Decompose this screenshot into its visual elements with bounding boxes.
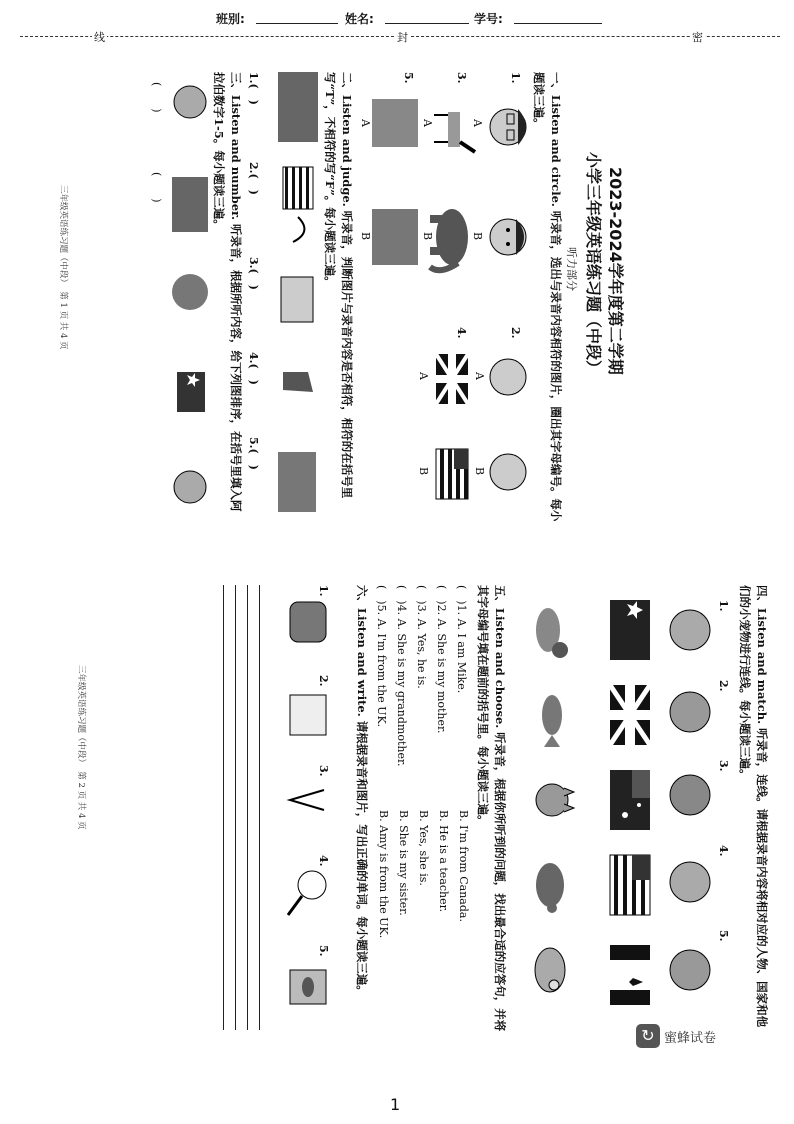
woman-icon bbox=[174, 86, 206, 118]
usa-flag-icon-3 bbox=[610, 855, 650, 915]
uk-flag-icon bbox=[436, 354, 468, 404]
sec6-item-4: 4. bbox=[317, 855, 330, 867]
exam-page-2 bbox=[130, 560, 770, 1035]
section-1-heading: 一、Listen and circle. 听录音，选出与录音内容相符的图片，圈出其字母编号。每小题读三遍。 bbox=[532, 72, 563, 522]
watermark-logo bbox=[636, 1022, 768, 1050]
sec4-item-3: 3. bbox=[717, 760, 730, 772]
watermark-text: 蜜蜂试卷 bbox=[664, 1030, 717, 1046]
sec1-item-2: 2. bbox=[509, 327, 522, 339]
cat-icon bbox=[536, 784, 574, 816]
sec1-5-a: A bbox=[359, 119, 372, 127]
page-2-footer: 三年级英语练习题（中段） 第 2 页 共 4 页 bbox=[76, 665, 86, 830]
can-icon bbox=[290, 970, 326, 1004]
girl-face-icon bbox=[490, 359, 526, 395]
sec1-3-a: A bbox=[421, 119, 434, 127]
usa-flag-icon bbox=[436, 449, 468, 499]
sec1-item-3: 3. bbox=[455, 72, 468, 84]
australia-flag-icon bbox=[610, 770, 650, 830]
sec4-flags bbox=[595, 600, 655, 1030]
cut-mark-3: 密 bbox=[692, 31, 703, 44]
sec2-item-5: 5.( ) bbox=[247, 437, 260, 470]
boy-avatar-3 bbox=[670, 862, 710, 902]
dog-icon bbox=[536, 608, 568, 658]
page-2-footer-wrap bbox=[74, 665, 88, 895]
name-field[interactable] bbox=[385, 23, 469, 24]
sec5-row5-b: B. Amy is from the UK. bbox=[377, 810, 390, 939]
elephant-icon bbox=[430, 209, 468, 270]
bird-icon bbox=[293, 217, 304, 242]
teacher-photo bbox=[278, 72, 318, 142]
sec1-1-a: A bbox=[471, 119, 484, 127]
family-drawing-icon bbox=[290, 695, 326, 735]
section-3-heading: 三、Listen and number. 听录音，根据所听内容，给下列图排序，在括号里填入阿拉伯数字1-5。每小题读三遍。 bbox=[212, 72, 243, 512]
sec5-row2-b: B. He is a teacher. bbox=[437, 810, 450, 913]
sec6-item-3: 3. bbox=[317, 765, 330, 777]
sec6-item-2: 2. bbox=[317, 675, 330, 687]
sec1-2-a: A bbox=[473, 372, 486, 380]
net-icon bbox=[288, 871, 326, 915]
china-flag-icon bbox=[177, 372, 205, 412]
sec1-4-a: A bbox=[417, 372, 430, 380]
sec5-row1-b: B. I'm from Canada. bbox=[457, 810, 470, 922]
sec1-5-b: B bbox=[359, 232, 372, 241]
sec1-2-b: B bbox=[473, 467, 486, 476]
listening-subtitle: 听力部分 bbox=[565, 247, 578, 291]
sec4-item-1: 1. bbox=[717, 600, 730, 612]
grandpa-photo bbox=[172, 274, 208, 310]
sec6-pictures bbox=[284, 600, 334, 1040]
sec4-item-4: 4. bbox=[717, 845, 730, 857]
sec1-1-b: B bbox=[471, 232, 484, 241]
classroom-photo-a bbox=[372, 99, 418, 147]
girl-avatar-2 bbox=[670, 950, 710, 990]
class-label: 班别: bbox=[216, 12, 245, 26]
pig-icon bbox=[535, 948, 565, 992]
sec3-blank-1[interactable]: ( ) bbox=[150, 82, 163, 113]
sec2-pictures bbox=[268, 72, 318, 522]
turtle-icon bbox=[536, 863, 564, 913]
sec3-pictures bbox=[170, 82, 210, 522]
sec1-pictures-left bbox=[370, 97, 530, 297]
toy-box-icon bbox=[281, 277, 313, 322]
id-label: 学号: bbox=[474, 12, 503, 26]
sec5-row3-a: ( )3. A. Yes, he is. bbox=[415, 585, 428, 689]
sec4-item-2: 2. bbox=[717, 680, 730, 692]
sec4-people bbox=[664, 600, 714, 1020]
girl-avatar bbox=[670, 610, 710, 650]
usa-flag-icon-2 bbox=[283, 167, 313, 209]
boy-face-icon bbox=[490, 109, 526, 145]
exam-page-1 bbox=[150, 42, 630, 532]
family-photo bbox=[278, 452, 316, 512]
cut-mark-2: 封 bbox=[397, 31, 408, 44]
sec5-row4-a: ( )4. A. She is my grandmother. bbox=[395, 585, 408, 767]
watermark-icon: ↻ bbox=[636, 1024, 660, 1048]
page-number: 1 bbox=[390, 1095, 401, 1114]
id-field[interactable] bbox=[514, 23, 602, 24]
page-title-2: 小学三年级英语练习题（中段） bbox=[584, 152, 603, 377]
section-6-heading: 六、Listen and write. 请根据录音和图片，写出正确的单词。每小题读三遍。 bbox=[355, 585, 369, 997]
man-icon bbox=[174, 471, 206, 503]
sec6-writing-lines[interactable] bbox=[150, 585, 270, 1030]
sec1-4-b: B bbox=[417, 467, 430, 476]
section-2-heading: 二、Listen and judge. 听录音，判断图片与录音内容是否相符，相符的在括号里写“T”，不相符的写“F”。每小题读三遍。 bbox=[323, 72, 354, 499]
sec5-row5-a: ( )5. A. I'm from the UK. bbox=[375, 585, 388, 728]
boy-avatar bbox=[670, 692, 710, 732]
boy-face-icon-2 bbox=[490, 454, 526, 490]
sec5-row2-a: ( )2. A. She is my mother. bbox=[435, 585, 448, 734]
sec1-item-4: 4. bbox=[455, 327, 468, 339]
sec4-item-5: 5. bbox=[717, 930, 730, 942]
uk-flag-icon-2 bbox=[610, 685, 650, 745]
cut-mark-1: 线 bbox=[94, 31, 105, 44]
giraffe-icon bbox=[434, 112, 475, 152]
sec1-item-1: 1. bbox=[509, 72, 522, 84]
canada-flag-icon bbox=[610, 945, 650, 1005]
page-1-footer: 三年级英语练习题（中段） 第 1 页 共 4 页 bbox=[58, 185, 68, 350]
student-info-header bbox=[0, 8, 794, 28]
sec1-3-b: B bbox=[421, 232, 434, 241]
section-4-heading: 四、Listen and match. 听录音，连线。请根据录音内容将相对应的人物、国家和他们的小宠物进行连线。每小题读三遍。 bbox=[738, 585, 769, 1028]
china-flag-icon-2 bbox=[610, 600, 650, 660]
name-label: 姓名: bbox=[345, 12, 374, 26]
class-field[interactable] bbox=[256, 23, 338, 24]
backpack-icon bbox=[290, 602, 326, 642]
sec6-item-5: 5. bbox=[317, 945, 330, 957]
dinosaur-icon bbox=[283, 372, 313, 392]
boy-avatar-2 bbox=[670, 775, 710, 815]
fish-icon bbox=[542, 695, 562, 747]
sec2-item-4: 4.( ) bbox=[247, 352, 260, 385]
section-5-heading: 五、Listen and choose. 听录音，根据你所听到的问题，找出最合适的应答句，并将其字母编号填在题前的括号里。每小题读三遍。 bbox=[476, 585, 507, 1032]
sec5-row1-a: ( )1. A. I am Mike. bbox=[455, 585, 468, 694]
zipper-icon bbox=[290, 790, 324, 810]
page-1-footer-wrap bbox=[56, 185, 70, 415]
page-title: 2023-2024学年度第二学期 bbox=[606, 167, 625, 375]
sec4-pets bbox=[525, 600, 580, 1030]
sec5-row4-b: B. She is my sister. bbox=[397, 810, 410, 916]
sec2-item-3: 3.( ) bbox=[247, 257, 260, 290]
family-photo-2 bbox=[172, 177, 208, 232]
sec5-row3-b: B. Yes, she is. bbox=[417, 810, 430, 886]
sec6-item-1: 1. bbox=[317, 585, 330, 597]
sec2-item-2: 2.( ) bbox=[247, 162, 260, 195]
sec3-blank-2[interactable]: ( ) bbox=[150, 172, 163, 203]
classroom-photo-b bbox=[372, 209, 418, 265]
sec1-item-5: 5. bbox=[402, 72, 415, 84]
sec2-item-1: 1.( ) bbox=[247, 72, 260, 105]
